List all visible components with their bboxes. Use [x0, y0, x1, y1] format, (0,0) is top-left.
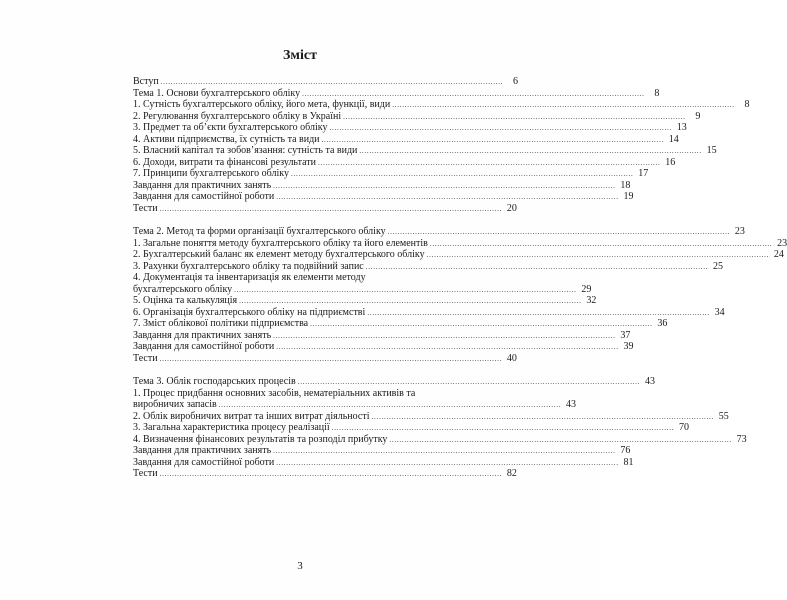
toc-entry: 4. Документація та інвентаризація як елементи методу бухгалтерського обліку . . . 29	[133, 272, 468, 295]
toc-entry: 2. Облік виробничих витрат та інших витрат діяльності . . . 55	[133, 411, 468, 423]
toc-section-1	[133, 76, 750, 214]
toc-entry: Тести . . . 82	[133, 468, 468, 480]
toc-entry: Завдання для практичних занять . . . 37	[133, 330, 468, 342]
toc-entry: Завдання для самостійної роботи . . . 19	[133, 191, 468, 203]
toc-entry: 6. Доходи, витрати та фінансові результати . . . 16	[133, 157, 468, 169]
toc-entry: Тема 2. Метод та форми організації бухгалтерського обліку . . . 23	[133, 226, 468, 238]
toc-entry: 7. Принципи бухгалтерського обліку . . . 17	[133, 168, 468, 180]
toc-entry: 3. Загальна характеристика процесу реалізації . . . 70	[133, 422, 468, 434]
toc-entry: 1. Сутність бухгалтерського обліку, його мета, функції, види . . . 8	[133, 99, 468, 111]
toc-entry: 3. Рахунки бухгалтерського обліку та подвійний запис . . . 25	[133, 261, 468, 273]
toc-section-3	[133, 376, 747, 480]
toc-entry: Тема 1. Основи бухгалтерського обліку . . . 8	[133, 88, 468, 100]
page-number: 3	[297, 560, 303, 572]
toc-entry: 7. Зміст облікової політики підприємства . . . 36	[133, 318, 468, 330]
toc-entry: 5. Оцінка та калькуляція . . . 32	[133, 295, 468, 307]
toc-entry: Завдання для практичних занять . . . 76	[133, 445, 468, 457]
toc-entry: 2. Регулювання бухгалтерського обліку в Україні . . . 9	[133, 111, 468, 123]
toc-entry: 5. Власний капітал та зобов’язання: сутність та види . . . 15	[133, 145, 468, 157]
page-title: Зміст	[283, 48, 317, 63]
toc-entry: 1. Процес придбання основних засобів, нематеріальних активів та виробничих запасів . . . 43	[133, 388, 468, 411]
toc-entry: 6. Організація бухгалтерського обліку на підприємстві . . . 34	[133, 307, 468, 319]
toc-entry: Завдання для самостійної роботи . . . 39	[133, 341, 468, 353]
toc-section-2	[133, 226, 787, 364]
toc-entry: Завдання для самостійної роботи . . . 81	[133, 457, 468, 469]
table-of-contents	[133, 76, 787, 480]
toc-entry: 2. Бухгалтерський баланс як елемент методу бухгалтерського обліку . . . 24	[133, 249, 468, 261]
toc-entry: 1. Загальне поняття методу бухгалтерського обліку та його елементів . . . 23	[133, 238, 468, 250]
toc-entry: 4. Визначення фінансових результатів та розподіл прибутку . . . 73	[133, 434, 468, 446]
toc-entry: 4. Активи підприємства, їх сутність та види . . . 14	[133, 134, 468, 146]
toc-entry: Завдання для практичних занять . . . 18	[133, 180, 468, 192]
toc-entry: Вступ . . . 6	[133, 76, 468, 88]
toc-entry: Тема 3. Облік господарських процесів . . . 43	[133, 376, 468, 388]
toc-entry: Тести . . . 40	[133, 353, 468, 365]
toc-entry: 3. Предмет та об’єкти бухгалтерського обліку . . . 13	[133, 122, 468, 134]
toc-entry: Тести . . . 20	[133, 203, 468, 215]
